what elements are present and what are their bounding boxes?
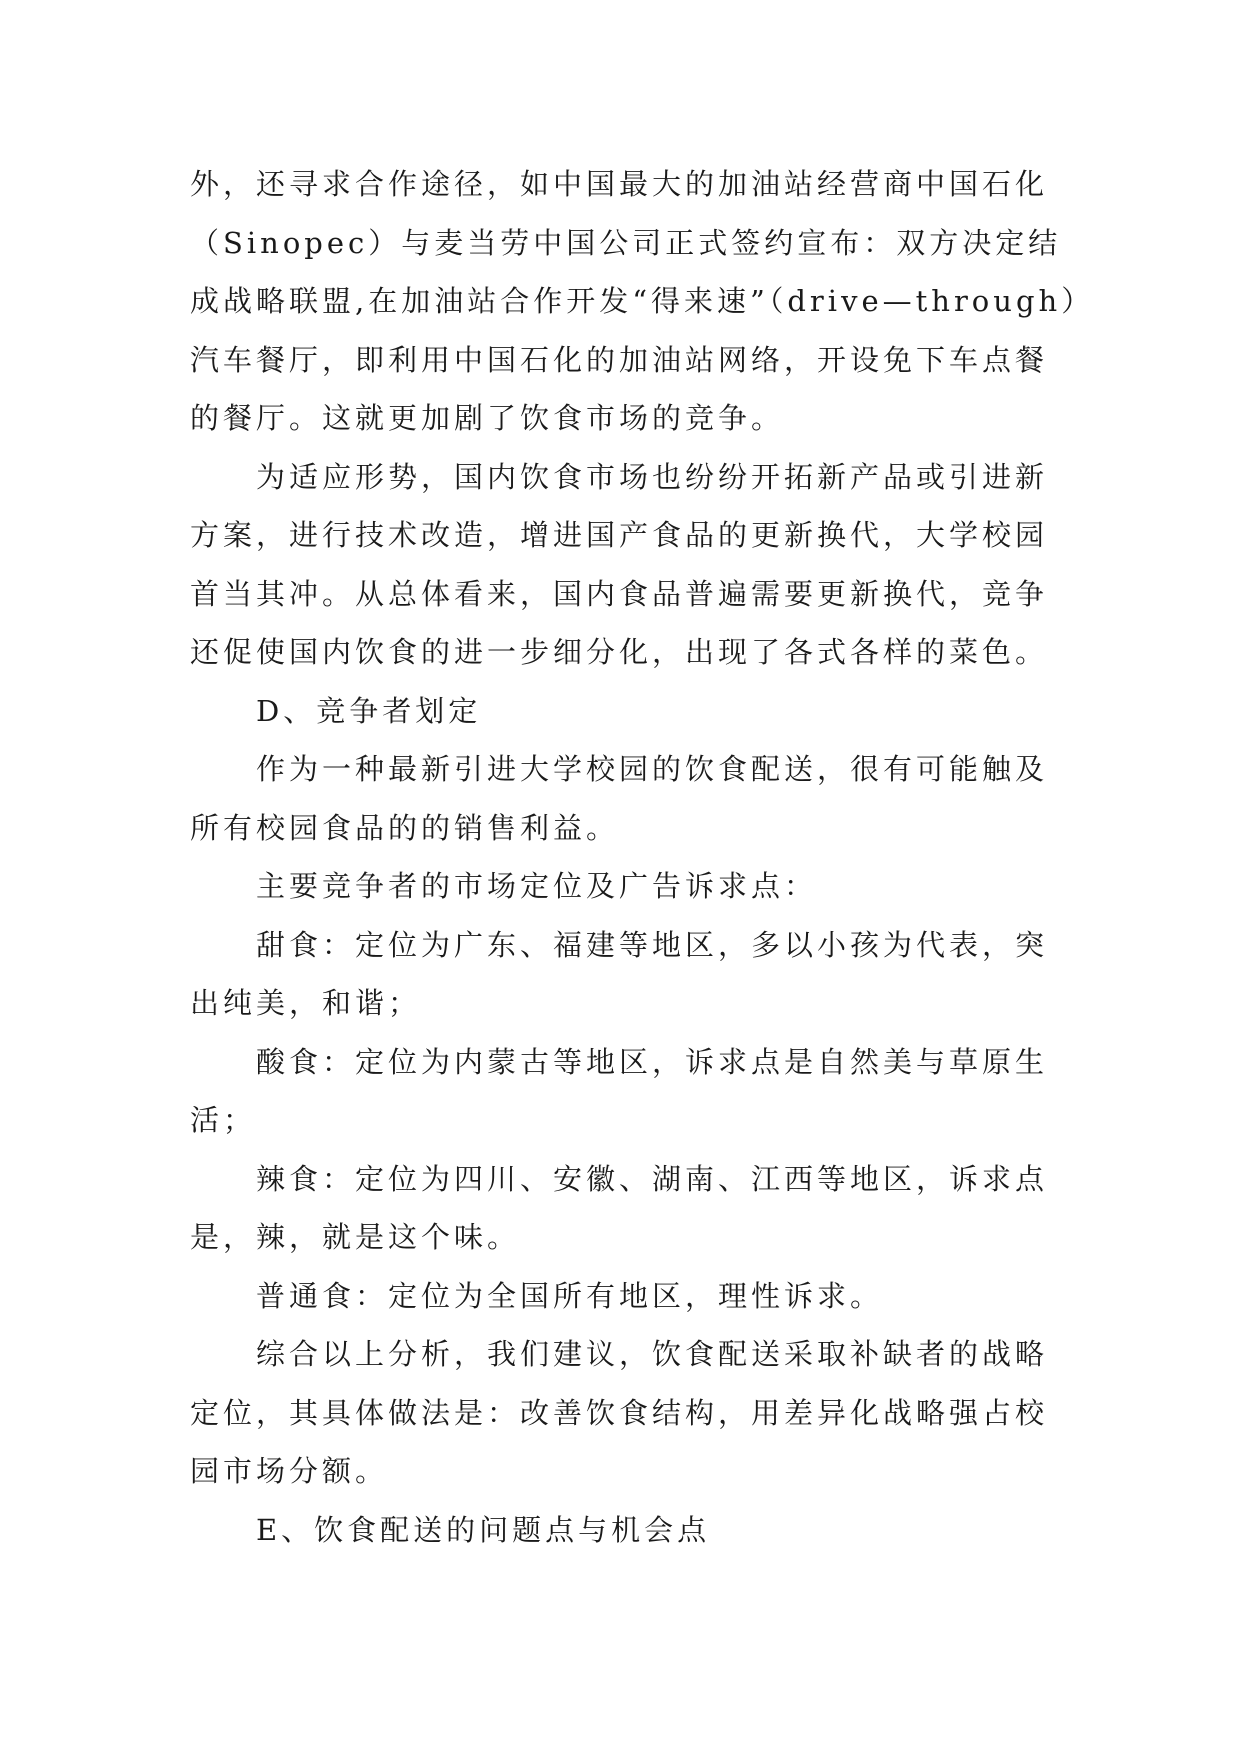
text-line: 还促使国内饮食的进一步细分化，出现了各式各样的菜色。 [190, 635, 1049, 669]
text-line: 首当其冲。从总体看来，国内食品普遍需要更新换代，竞争 [190, 576, 1049, 611]
text-line: 酸食：定位为内蒙古等地区，诉求点是自然美与草原生 [256, 1044, 1049, 1079]
text-line: 是，辣，就是这个味。 [190, 1220, 521, 1254]
text-line: D、竞争者划定 [256, 693, 482, 728]
text-line: 成战略联盟,在加油站合作开发“得来速”（drive—through） [190, 284, 1095, 318]
text-line: 作为一种最新引进大学校园的饮食配送，很有可能触及 [256, 752, 1049, 786]
text-line: 活； [190, 1103, 257, 1137]
text-line: 主要竞争者的市场定位及广告诉求点： [256, 869, 818, 903]
text-line: 定位，其具体做法是：改善饮食结构，用差异化战略强占校 [190, 1395, 1049, 1430]
text-line: 辣食：定位为四川、安徽、湖南、江西等地区，诉求点 [256, 1161, 1049, 1196]
text-line: 园市场分额。 [190, 1454, 389, 1488]
text-line: E、饮食配送的问题点与机会点 [256, 1512, 711, 1547]
text-line: 普通食：定位为全国所有地区，理性诉求。 [256, 1278, 884, 1313]
body-text [190, 155, 1095, 1559]
text-line: 外，还寻求合作途径，如中国最大的加油站经营商中国石化 [190, 167, 1049, 201]
text-line: 方案，进行技术改造，增进国产食品的更新换代，大学校园 [190, 518, 1049, 552]
text-line: 汽车餐厅，即利用中国石化的加油站网络，开设免下车点餐 [190, 342, 1049, 377]
text-line: 出纯美，和谐； [190, 986, 422, 1020]
text-line: （Sinopec）与麦当劳中国公司正式签约宣布：双方决定结 [190, 225, 1062, 260]
text-line: 所有校园食品的的销售利益。 [190, 810, 620, 845]
text-line: 甜食：定位为广东、福建等地区，多以小孩为代表，突 [256, 927, 1049, 962]
text-line: 综合以上分析，我们建议，饮食配送采取补缺者的战略 [256, 1337, 1049, 1371]
text-line: 为适应形势，国内饮食市场也纷纷开拓新产品或引进新 [256, 459, 1049, 494]
text-line: 的餐厅。这就更加剧了饮食市场的竞争。 [190, 401, 785, 435]
